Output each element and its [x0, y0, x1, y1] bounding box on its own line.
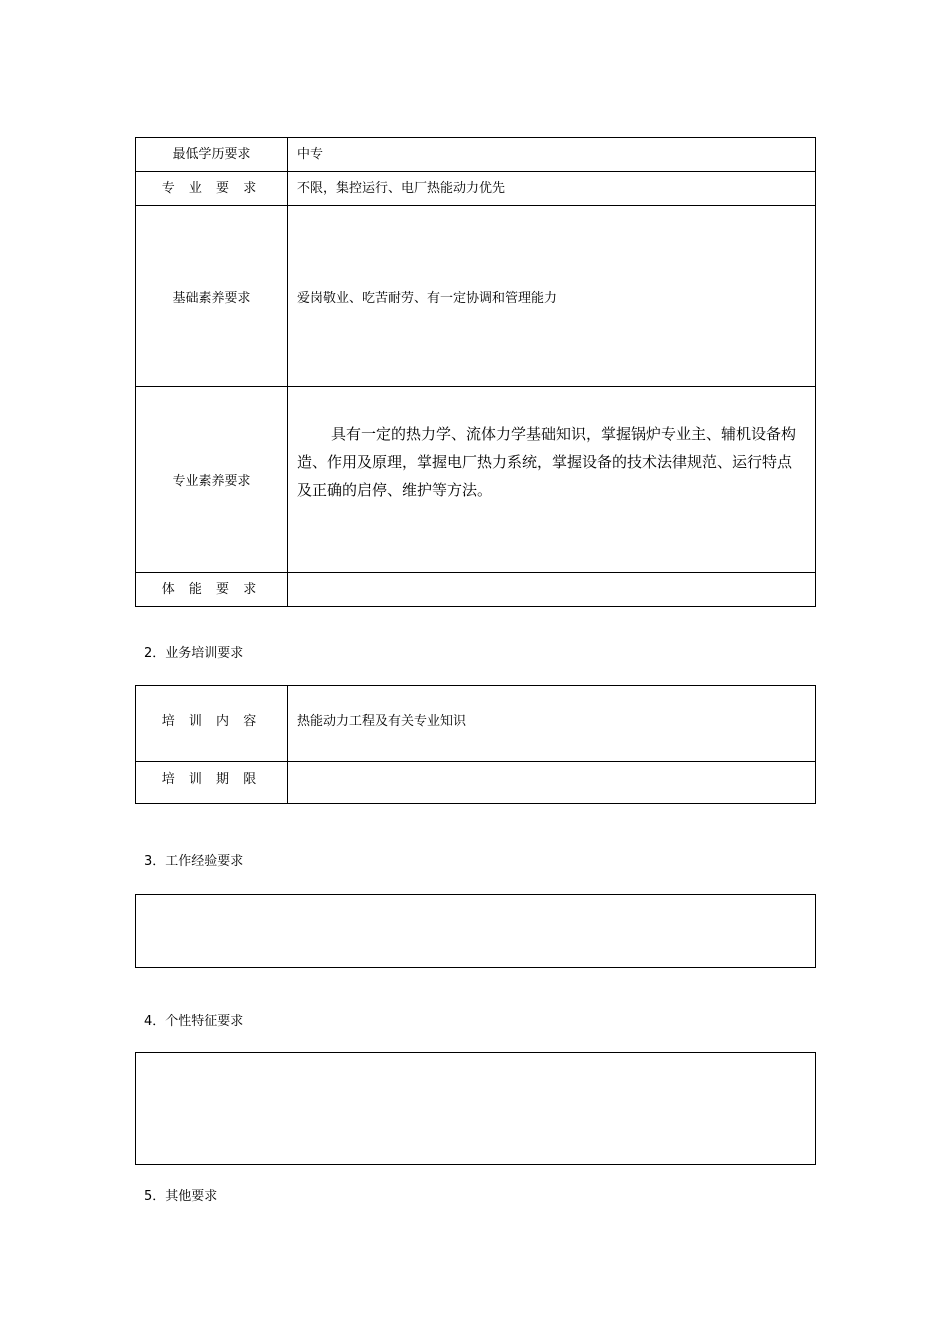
row-label: 最低学历要求: [136, 138, 288, 172]
row-value: [288, 573, 816, 607]
table-row: [136, 762, 816, 804]
row-label: 基础素养要求: [136, 206, 288, 387]
row-value: [288, 387, 816, 573]
personality-box: [135, 1052, 816, 1165]
table-row: [136, 172, 816, 206]
row-value: 中专: [288, 138, 816, 172]
row-label: 专 业 要 求: [136, 172, 288, 206]
table-row: [136, 206, 816, 387]
section-heading: 4．个性特征要求: [144, 1014, 244, 1029]
row-value: 热能动力工程及有关专业知识: [288, 686, 816, 762]
paragraph-text: 具有一定的热力学、流体力学基础知识，掌握锅炉专业主、辅机设备构造、作用及原理，掌握电厂热力系统，掌握设备的技术法律规范、运行特点及正确的启停、维护等方法。: [297, 425, 797, 499]
row-value: 不限，集控运行、电厂热能动力优先: [288, 172, 816, 206]
work-experience-box: [135, 894, 816, 968]
table-row: [136, 686, 816, 762]
row-label: 培 训 期 限: [136, 762, 288, 804]
table-row: [136, 138, 816, 172]
row-value: [288, 762, 816, 804]
table-row: [136, 387, 816, 573]
section-heading: 5．其他要求: [144, 1189, 218, 1204]
requirements-table: [135, 137, 816, 607]
training-table: [135, 685, 816, 804]
row-label: 专业素养要求: [136, 387, 288, 573]
row-value: 爱岗敬业、吃苦耐劳、有一定协调和管理能力: [288, 206, 816, 387]
row-label: 体 能 要 求: [136, 573, 288, 607]
row-label: 培 训 内 容: [136, 686, 288, 762]
section-heading: 2．业务培训要求: [144, 646, 244, 661]
section-heading: 3．工作经验要求: [144, 854, 244, 869]
table-row: [136, 573, 816, 607]
